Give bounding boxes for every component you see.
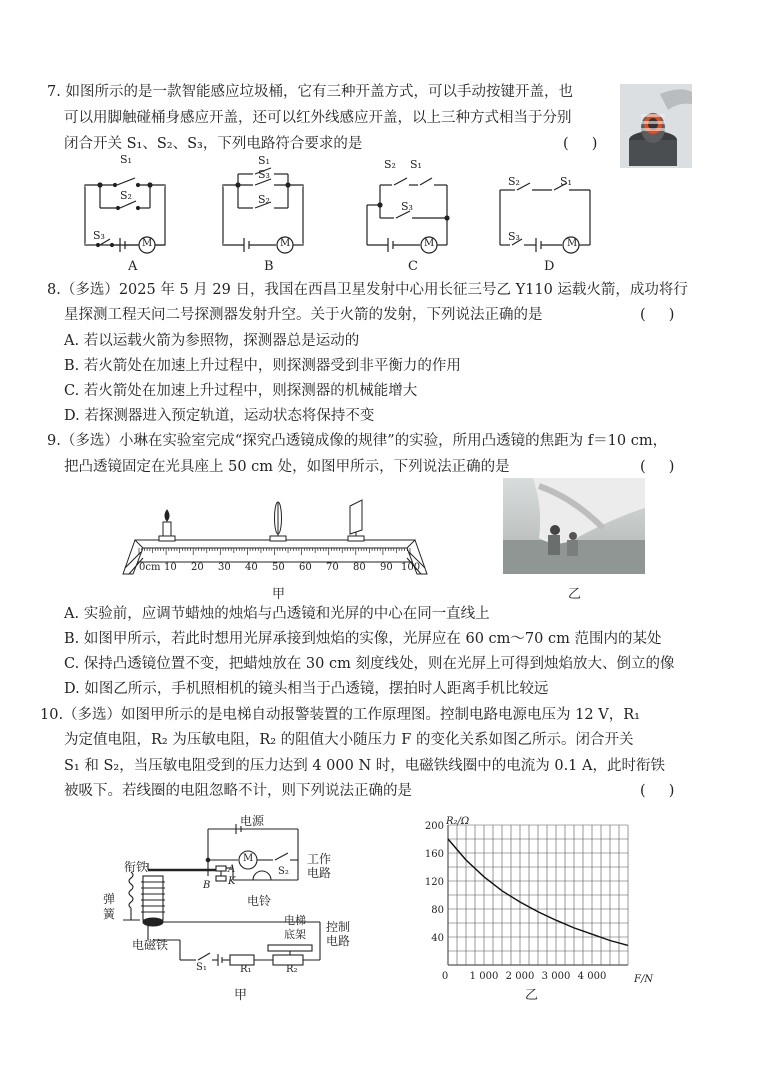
y-axis-label: R₂/Ω <box>446 816 470 827</box>
s2-label: S₂ <box>278 866 289 877</box>
ruler-tick-0: 0cm <box>139 562 161 573</box>
q9-line-1: 9.（多选）小琳在实验室完成“探究凸透镜成像的规律”的实验，所用凸透镜的焦距为 f＝10 cm， <box>47 433 668 449</box>
q8-choice-b: B. 若火箭处在加速上升过程中，则探测器受到非平衡力的作用 <box>64 358 461 374</box>
spring-label-2: 簧 <box>103 907 116 921</box>
q9-fig-left-label: 甲 <box>272 587 286 602</box>
a-s2-label: S₂ <box>120 189 132 202</box>
q7-line-1: 7. 如图所示的是一款智能感应垃圾桶，它有三种开盖方式，可以手动按键开盖，也 <box>47 84 573 100</box>
q9-fig-right-label: 乙 <box>568 587 582 602</box>
ruler-tick-50: 50 <box>272 562 285 573</box>
contact-a-label: A <box>228 864 236 875</box>
control-circuit-label-2: 电路 <box>326 934 351 948</box>
armature-label: 衔铁 <box>124 860 149 874</box>
b-s1-label: S₁ <box>258 154 270 167</box>
work-circuit-label-1: 工作 <box>307 852 332 866</box>
r2-label: R₂ <box>286 964 298 975</box>
x-tick-label: 1 000 <box>469 971 499 982</box>
control-circuit-label-1: 控制 <box>326 920 351 934</box>
ruler-tick-70: 70 <box>326 562 339 573</box>
smart-trash-can-photo <box>620 84 692 168</box>
r2-vs-force-chart <box>420 815 660 985</box>
q8-choice-c: C. 若火箭处在加速上升过程中，则探测器的机械能增大 <box>64 383 418 399</box>
c-s2-label: S₂ <box>384 158 396 171</box>
b-s3-label: S₃ <box>258 168 270 181</box>
y-tick-label: 40 <box>431 933 444 944</box>
q9-choice-a: A. 实验前，应调节蜡烛的烛焰与凸透镜和光屏的中心在同一直线上 <box>64 606 490 622</box>
y-tick-label: 200 <box>424 821 444 832</box>
q8-choice-d: D. 若探测器进入预定轨道，运动状态将保持不变 <box>64 408 375 424</box>
q9-line-2: 把凸透镜固定在光具座上 50 cm 处，如图甲所示，下列说法正确的是 <box>64 459 510 475</box>
phone-camera-photo <box>503 478 645 574</box>
ruler-tick-30: 30 <box>218 562 231 573</box>
electromagnet-label: 电磁铁 <box>132 938 169 952</box>
a-motor-label: M <box>142 238 153 249</box>
q8-line-1: 8.（多选）2025 年 5 月 29 日，我国在西昌卫星发射中心用长征三号乙 Y110 运载火箭，成功将行 <box>47 282 688 298</box>
q9-answer-paren: ( ) <box>640 459 675 475</box>
q10-line-3: S₁ 和 S₂，当压敏电阻受到的压力达到 4 000 N 时，电磁铁线圈中的电流为 0.1 A，此时衔铁 <box>64 758 665 774</box>
q10-fig-left-label: 甲 <box>234 988 248 1003</box>
c-s1-label: S₁ <box>410 158 422 171</box>
work-circuit-label-2: 电路 <box>307 866 332 880</box>
x-tick-label: 3 000 <box>541 971 571 982</box>
option-d-label: D <box>544 259 555 274</box>
ruler-tick-20: 20 <box>191 562 204 573</box>
q7-line-3: 闭合开关 S₁、S₂、S₃，下列电路符合要求的是 <box>64 136 363 152</box>
ruler-tick-80: 80 <box>353 562 366 573</box>
q8-choice-a: A. 若以运载火箭为参照物，探测器总是运动的 <box>64 333 360 349</box>
y-tick-label: 120 <box>424 877 444 888</box>
c-s3-label: S₃ <box>401 200 413 213</box>
q7-answer-paren: ( ) <box>563 136 598 152</box>
option-a-label: A <box>128 259 138 274</box>
x-tick-label: 0 <box>441 971 449 982</box>
q10-answer-paren: ( ) <box>640 783 675 799</box>
d-motor-label: M <box>567 238 578 249</box>
q7-circuits <box>70 150 610 280</box>
d-s3-label: S₃ <box>508 230 520 243</box>
q10-line-2: 为定值电阻，R₂ 为压敏电阻，R₂ 的阻值大小随压力 F 的变化关系如图乙所示。闭合开关 <box>64 732 634 748</box>
x-tick-label: 4 000 <box>577 971 607 982</box>
q10-line-4: 被吸下。若线圈的电阻忽略不计，则下列说法正确的是 <box>64 783 412 799</box>
d-s1-label: S₁ <box>560 175 572 188</box>
x-axis-label: F/N <box>634 974 654 985</box>
ruler-tick-60: 60 <box>299 562 312 573</box>
ruler-tick-90: 90 <box>380 562 393 573</box>
x-tick-label: 2 000 <box>505 971 535 982</box>
y-tick-label: 80 <box>431 905 444 916</box>
b-s2-label: S₂ <box>258 193 270 206</box>
c-motor-label: M <box>424 238 435 249</box>
spring-label-1: 弹 <box>103 892 116 906</box>
q8-line-2: 星探测工程天问二号探测器发射升空。关于火箭的发射，下列说法正确的是 <box>64 307 543 323</box>
d-s2-label: S₂ <box>508 175 520 188</box>
elevator-alarm-circuit <box>108 810 358 985</box>
q8-answer-paren: ( ) <box>640 307 675 323</box>
option-c-label: C <box>408 259 418 274</box>
ruler-scale <box>139 562 429 576</box>
q9-choice-d: D. 如图乙所示，手机照相机的镜头相当于凸透镜，摆拍时人距离手机比较远 <box>64 681 549 697</box>
a-s3-label: S₃ <box>93 229 105 242</box>
q9-choice-b: B. 如图甲所示，若此时想用光屏承接到烛焰的实像，光屏应在 60 cm～70 cm 范围内的某处 <box>64 631 662 647</box>
q10-fig-right-label: 乙 <box>525 988 539 1003</box>
elevator-frame-label-2: 底架 <box>284 928 306 941</box>
q10-line-1: 10.（多选）如图甲所示的是电梯自动报警装置的工作原理图。控制电路电源电压为 12 V，R₁ <box>40 707 640 723</box>
contact-k-label: K <box>228 876 236 887</box>
motor-label: M <box>243 853 254 864</box>
elevator-frame-label-1: 电梯 <box>284 914 306 927</box>
s1-label: S₁ <box>196 962 207 973</box>
ruler-tick-100: 100 <box>401 562 421 573</box>
ruler-tick-10: 10 <box>164 562 177 573</box>
r1-label: R₁ <box>240 964 252 975</box>
y-tick-label: 160 <box>424 849 444 860</box>
option-b-label: B <box>264 259 274 274</box>
q9-choice-c: C. 保持凸透镜位置不变，把蜡烛放在 30 cm 刻度线处，则在光屏上可得到烛焰放大、倒立的像 <box>64 656 675 672</box>
power-label: 电源 <box>240 814 265 828</box>
a-s1-label: S₁ <box>120 153 132 166</box>
b-motor-label: M <box>280 238 291 249</box>
contact-b-label: B <box>203 880 211 891</box>
bell-label: 电铃 <box>247 894 272 908</box>
ruler-tick-40: 40 <box>245 562 258 573</box>
q7-line-2: 可以用脚触碰桶身感应开盖，还可以红外线感应开盖，以上三种方式相当于分别 <box>64 110 572 126</box>
